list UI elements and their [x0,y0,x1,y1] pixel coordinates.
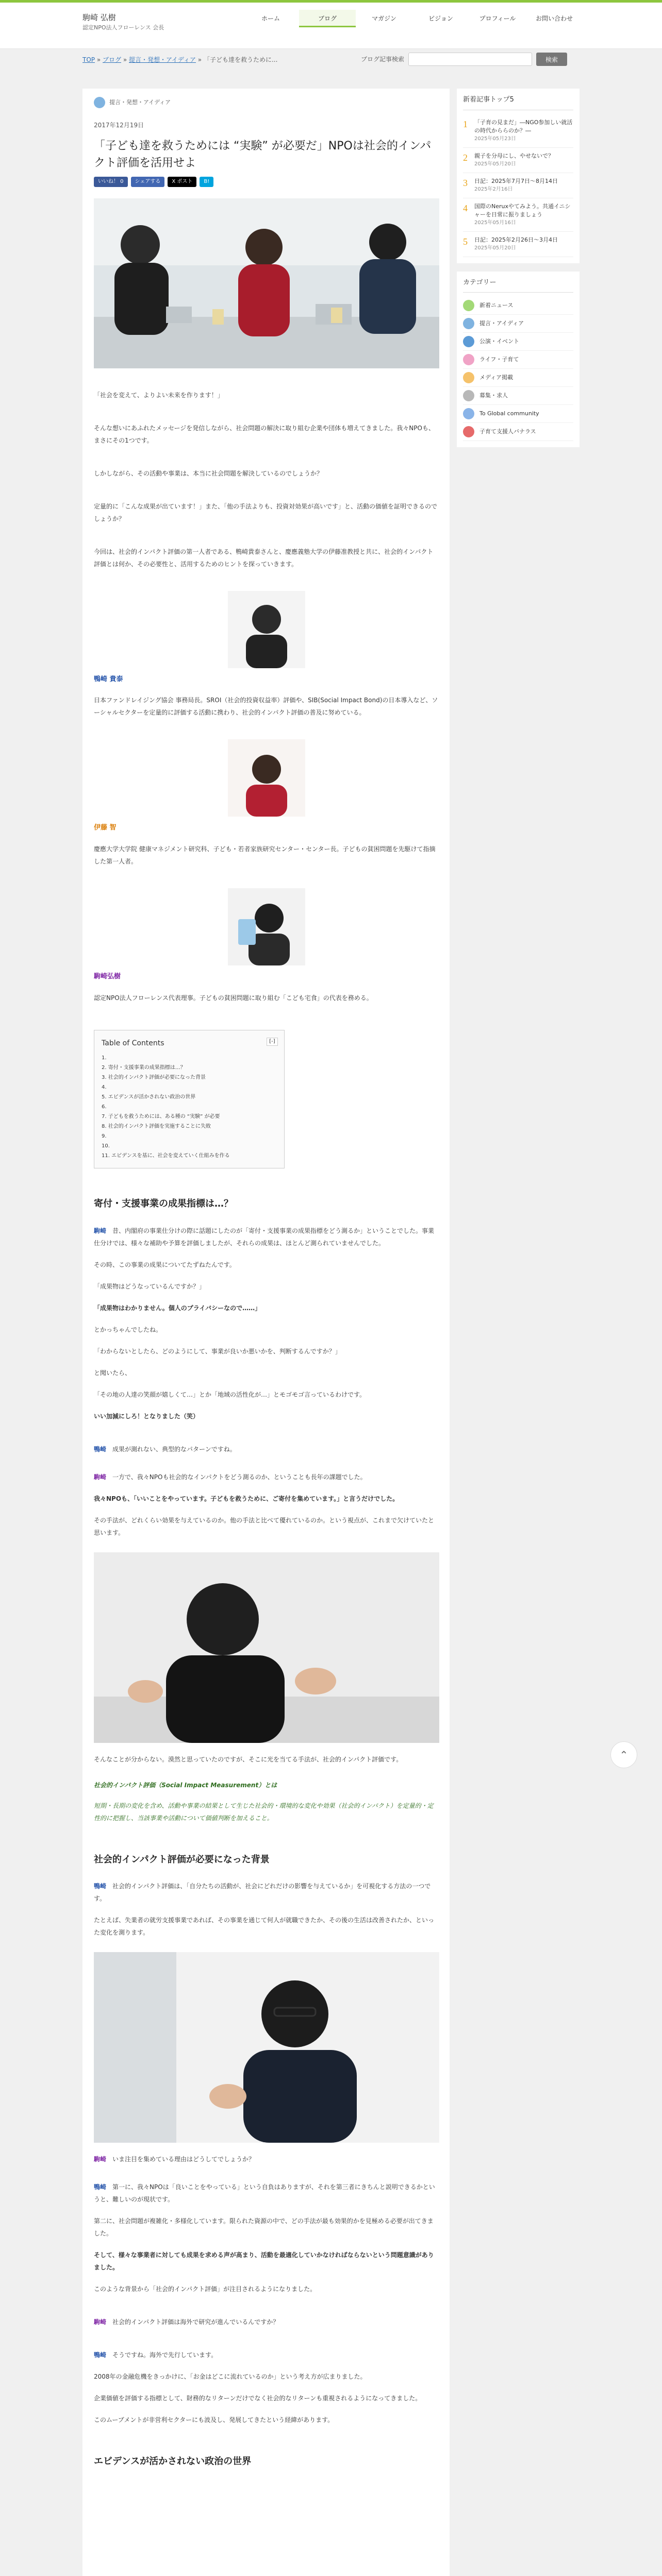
rank-date: 2025年05月16日 [474,219,516,226]
category-item[interactable] [463,369,573,387]
intro-paragraph-4: 定量的に「こんな成果が出ています！」また、「他の手法よりも、投資対効果が高いです」と、活動の価値を証明できるのでしょうか？ [94,502,438,522]
post-date: 2017年12月19日 [94,122,144,129]
category-icon [463,408,474,419]
facebook-share-button[interactable]: シェアする [131,177,165,187]
dialogue-paragraph: その時、この事業の成果についてたずねたんです。 [94,1261,236,1268]
dialogue-paragraph: このような背景から「社会的インパクト評価」が注目されるようになりました。 [94,2285,317,2293]
rank-date: 2025年05月20日 [474,161,516,167]
rank-date: 2025年05月20日 [474,245,516,251]
person-bio: 認定NPO法人フローレンス代表理事。子どもの貧困問題に取り組む「こども宅食」の代表を務める。 [94,994,373,1002]
dialogue-paragraph: 「成果物はどうなっているんですか？」 [94,1282,206,1290]
portrait-photo [228,591,305,668]
category-icon [463,372,474,383]
breadcrumb-category[interactable]: 提言・発想・アイディア [129,56,196,63]
site-name[interactable]: 駒崎 弘樹 [82,13,116,22]
category-label[interactable]: ライフ・子育て [479,356,519,363]
dialogue-paragraph: 鴨崎 成果が測れない、典型的なパターンですね。 [94,1445,236,1453]
nav-blog[interactable]: ブログ [299,10,356,27]
dialogue-paragraph: 駒崎 いま注目を集めている理由はどうしてでしょうか？ [94,2155,255,2163]
dialogue-paragraph: 駒崎 一方で、我々NPOも社会的なインパクトをどう測るのか、ということも長年の課題でした。 [94,1473,367,1481]
intro-paragraph-2: そんな想いにあふれたメッセージを発信しながら、社会問題の解決に取り組む企業や団体も増えてきました。我々NPOも、まさにその1つです。 [94,424,435,444]
search-button[interactable]: 検索 [536,53,567,66]
category-item[interactable] [463,297,573,315]
definition-note [94,1779,439,1824]
note-title: 社会的インパクト評価（Social Impact Measurement）とは [94,1781,277,1789]
global-nav [242,10,583,27]
dialogue-paragraph: このムーブメントが非営利セクターにも波及し、発展してきたという経緯があります。 [94,2416,334,2424]
section-body [94,1225,439,1824]
dialogue-paragraph: 鴨崎 第一に、我々NPOは「良いことをやっている」という自負はありますが、それを第三者にきちんと説明できるかというと、難しいのが現状です。 [94,2183,435,2203]
dialogue-paragraph: 鴨崎 そうですね。海外で先行しています。 [94,2351,218,2359]
dialogue-paragraph: 第二に、社会問題が複雑化・多様化しています。限られた資源の中で、どの手法が最も効果的かを見極める必要が出てきました。 [94,2217,434,2237]
person-image [228,739,305,817]
person-image [228,591,305,668]
rank-number: 4 [463,202,468,213]
article [82,89,450,2576]
dialogue-paragraph: と聞いたら、 [94,1369,131,1377]
category-widget [457,272,580,448]
person-bio: 日本ファンドレイジング協会 事務局長。SROI（社会的投資収益率）評価や、SIB(Social Impact Bond)の日本導入など、ソーシャルセクターを定量的に評価する活動に携わり、社会的インパクト評価の普及に努めている。 [94,697,438,717]
widget-title: カテゴリー [463,277,573,293]
nav-home[interactable]: ホーム [242,10,299,27]
site-header [0,3,662,49]
category-label[interactable]: To Global community [479,410,539,417]
three-people-talking-image [94,198,439,368]
rank-number: 1 [463,118,468,129]
search-input[interactable] [408,53,532,66]
share-buttons [94,177,439,187]
category-label[interactable]: 提言・アイディア [479,320,524,327]
toc-item[interactable]: 3. 社会的インパクト評価が必要になった背景 [102,1075,206,1081]
dialogue-paragraph: いい加減にしろ！となりました（笑） [94,1412,200,1420]
rank-title[interactable]: 「子育の見まだ」―NGO参加しい就活の時代かららのか？― [474,118,573,134]
speaker-with-glasses-image [94,1952,439,2143]
category-label[interactable]: 募集・求人 [479,392,508,399]
breadcrumb-top[interactable]: TOP [82,56,95,63]
person-name: 伊藤 智 [94,824,117,832]
ranking-item[interactable] [463,173,573,198]
section-body [94,1880,439,2426]
ranking-item[interactable] [463,198,573,232]
category-label[interactable]: 提言・発想・アイディア [109,98,171,106]
category-item[interactable] [463,333,573,351]
hatena-bookmark-button[interactable]: B! [200,177,213,187]
search-label: ブログ記事検索 [361,55,405,63]
widget-title: 新着記事トップ5 [463,94,573,110]
category-icon [463,300,474,311]
dialogue-paragraph: とかっちゃんでしたね。 [94,1326,162,1333]
category-label[interactable]: 新着ニュース [479,302,514,309]
rank-title[interactable]: 日記：2025年2月26日〜3月4日 [474,236,558,243]
breadcrumb: TOP » ブログ » 提言・発想・アイディア » 「子ども達を救うために... [82,56,278,63]
ranking-widget [457,89,580,263]
dialogue-paragraph: 「その地の人達の笑顔が嬉しくて…」とか「地域の活性化が…」とモゴモゴ言っているわけです。 [94,1391,366,1398]
category-item[interactable] [463,423,573,441]
category-item[interactable] [463,315,573,333]
category-icon [463,318,474,329]
page-top-chevron-up-icon[interactable]: ⌃ [610,1741,637,1768]
dialogue-paragraph: 企業価値を評価する指標として、財務的なリターンだけでなく社会的なリターンも重視されるようになってきました。 [94,2394,422,2402]
dialogue-paragraph: 2008年の金融危機をきっかけに、「お金はどこに流れているのか」という考え方が広まりました。 [94,2372,367,2380]
toc-item[interactable]: 9. [102,1133,107,1140]
hero-photo [94,198,439,368]
person-name: 駒崎弘樹 [94,973,121,981]
intro-paragraph-1: 「社会を変えて、よりよい未来を作ります！」 [94,391,224,399]
dialogue-paragraph: 駒崎 社会的インパクト評価は海外で研究が進んでいるんですか？ [94,2318,279,2326]
category-icon [463,336,474,347]
post-title: 「子ども達を救うためには “実験” が必要だ」NPOは社会的インパクト評価を活用せよ [94,139,432,170]
category-icon [463,390,474,401]
site-tagline: 認定NPO法人フローレンス 会長 [82,24,164,31]
toc-item[interactable]: 5. エビデンスが活かされない政治の世界 [102,1094,196,1100]
dialogue-paragraph: 我々NPOも、「いいことをやっています。子どもを救うために、ご寄付を集めています。」と言うだけでした。 [94,1495,399,1502]
category-item[interactable] [463,387,573,405]
note-text: 短期・長期の変化を含め、活動や事業の結果として生じた社会的・環境的な変化や効果（社会的インパクト）を定量的・定性的に把握し、当該事業や活動について価値判断を加えること。 [94,1802,434,1822]
portrait-photo [228,739,305,817]
toc-item[interactable]: 10. [102,1143,110,1149]
site-title[interactable] [82,12,164,32]
person-profile [94,739,439,868]
dialogue-paragraph: 「わからないとしたら、どのようにして、事業が良いか悪いかを、判断するんですか？」 [94,1347,341,1355]
intro-paragraph-5: 今回は、社会的インパクト評価の第一人者である、鴨崎貴泰さんと、慶應義塾大学の伊藤准教授と共に、社会的インパクト評価とは何か、その必要性と、活用するためのヒントを探っていきます。 [94,548,434,568]
x-post-button[interactable]: X ポスト [168,177,196,187]
category-badge[interactable] [94,97,439,108]
breadcrumb-current: 「子ども達を救うために... [203,56,278,63]
dialogue-paragraph: 「成果物はわかりません。個人のプライバシーなので……」 [94,1304,261,1312]
rank-title[interactable]: 国際のNeruxやてみよう。共通イニシャーを日常に振りましょう [474,202,571,218]
dialogue-paragraph: 駒崎 昔、内閣府の事業仕分けの際に話題にしたのが「寄付・支援事業の成果指標をどう測るか」ということでした。事業仕分けでは、様々な補助や予算を評価しましたが、それらの成果は、ほとんど測られていませんでした。 [94,1227,435,1247]
ranking-item[interactable] [463,232,573,257]
category-icon [94,97,105,108]
person-name: 鴨崎 貴泰 [94,675,123,683]
category-icon [463,354,474,365]
toc-item[interactable]: 7. 子どもを救うためには、ある種の “実験” が必要 [102,1114,220,1120]
toc-item[interactable]: 1. [102,1055,107,1061]
category-icon [463,426,474,437]
interview-photo [94,1952,439,2143]
rank-title[interactable]: 親子を分母にし、やせないで？ [474,152,554,159]
search-box [361,53,567,66]
section-heading: 社会的インパクト評価が必要になった背景 [94,1854,270,1865]
toc-item[interactable]: 4. [102,1084,107,1091]
category-item[interactable] [463,351,573,369]
toc-item[interactable]: 11. エビデンスを基に、社会を変えていく仕組みを作る [102,1153,230,1159]
toc-title: Table of Contents [102,1039,164,1047]
interview-photo [94,1552,439,1743]
person-image [228,888,305,965]
toc-item[interactable]: 6. [102,1104,107,1110]
ranking-item[interactable] [463,148,573,173]
category-label[interactable]: 子育て支援人バナラス [479,428,536,435]
person-profile [94,591,439,719]
dialogue-paragraph: そんなことが分からない。漠然と思っていたのですが、そこに光を当てる手法が、社会的インパクト評価です。 [94,1755,403,1763]
rank-number: 5 [463,236,468,247]
portrait-photo [228,888,305,965]
nav-profile[interactable]: プロフィール [469,10,526,27]
dialogue-paragraph: 鴨崎 社会的インパクト評価は、「自分たちの活動が、社会にどれだけの影響を与えているか」を可視化する方法の一つです。 [94,1882,431,1902]
category-label[interactable]: 公演・イベント [479,338,519,345]
dialogue-paragraph: そして、様々な事業者に対しても成果を求める声が高まり、活動を最適化していかなければならないという問題意識がありました。 [94,2251,434,2271]
person-profile [94,888,439,1004]
rank-date: 2025年05月23日 [474,135,516,142]
nav-contact[interactable]: お問い合わせ [526,10,583,27]
rank-number: 2 [463,152,468,163]
nav-magazine[interactable]: マガジン [356,10,412,27]
section-heading: エビデンスが活かされない政治の世界 [94,2455,252,2467]
facebook-like-button[interactable]: いいね！ 0 [94,177,128,187]
speaker-gesturing-image [94,1552,439,1743]
rank-date: 2025年2月16日 [474,186,513,192]
rank-title[interactable]: 日記：2025年7月7日〜8月14日 [474,177,558,184]
sidebar [457,89,580,455]
table-of-contents [94,1030,285,1169]
breadcrumb-blog[interactable]: ブログ [103,56,122,63]
intro-paragraph-3: しかしながら、その活動や事業は、本当に社会問題を解決しているのでしょうか？ [94,469,323,477]
ranking-item[interactable] [463,114,573,148]
dialogue-paragraph: たとえば、失業者の就労支援事業であれば、その事業を通じて何人が就職できたか、その後の生活は改善されたか、といった変化を測ります。 [94,1916,435,1936]
nav-vision[interactable]: ビジョン [412,10,469,27]
category-item[interactable] [463,405,573,423]
section-heading: 寄付・支援事業の成果指標は…？ [94,1198,233,1210]
dialogue-paragraph: その手法が、どれくらい効果を与えているのか。他の手法と比べて優れているのか。という視点が、これまで欠けていたと思います。 [94,1516,435,1536]
toc-item[interactable]: 8. 社会的インパクト評価を実施することに失敗 [102,1124,211,1130]
rank-number: 3 [463,177,468,188]
toc-toggle-button[interactable]: [-] [267,1038,278,1046]
category-label[interactable]: メディア掲載 [479,374,514,381]
person-bio: 慶應大学大学院 健康マネジメント研究科、子ども・若者家族研究センター・センター長。子どもの貧困問題を先駆けて指摘した第一人者。 [94,845,436,866]
toc-item[interactable]: 2. 寄付・支援事業の成果指標は…？ [102,1065,186,1071]
